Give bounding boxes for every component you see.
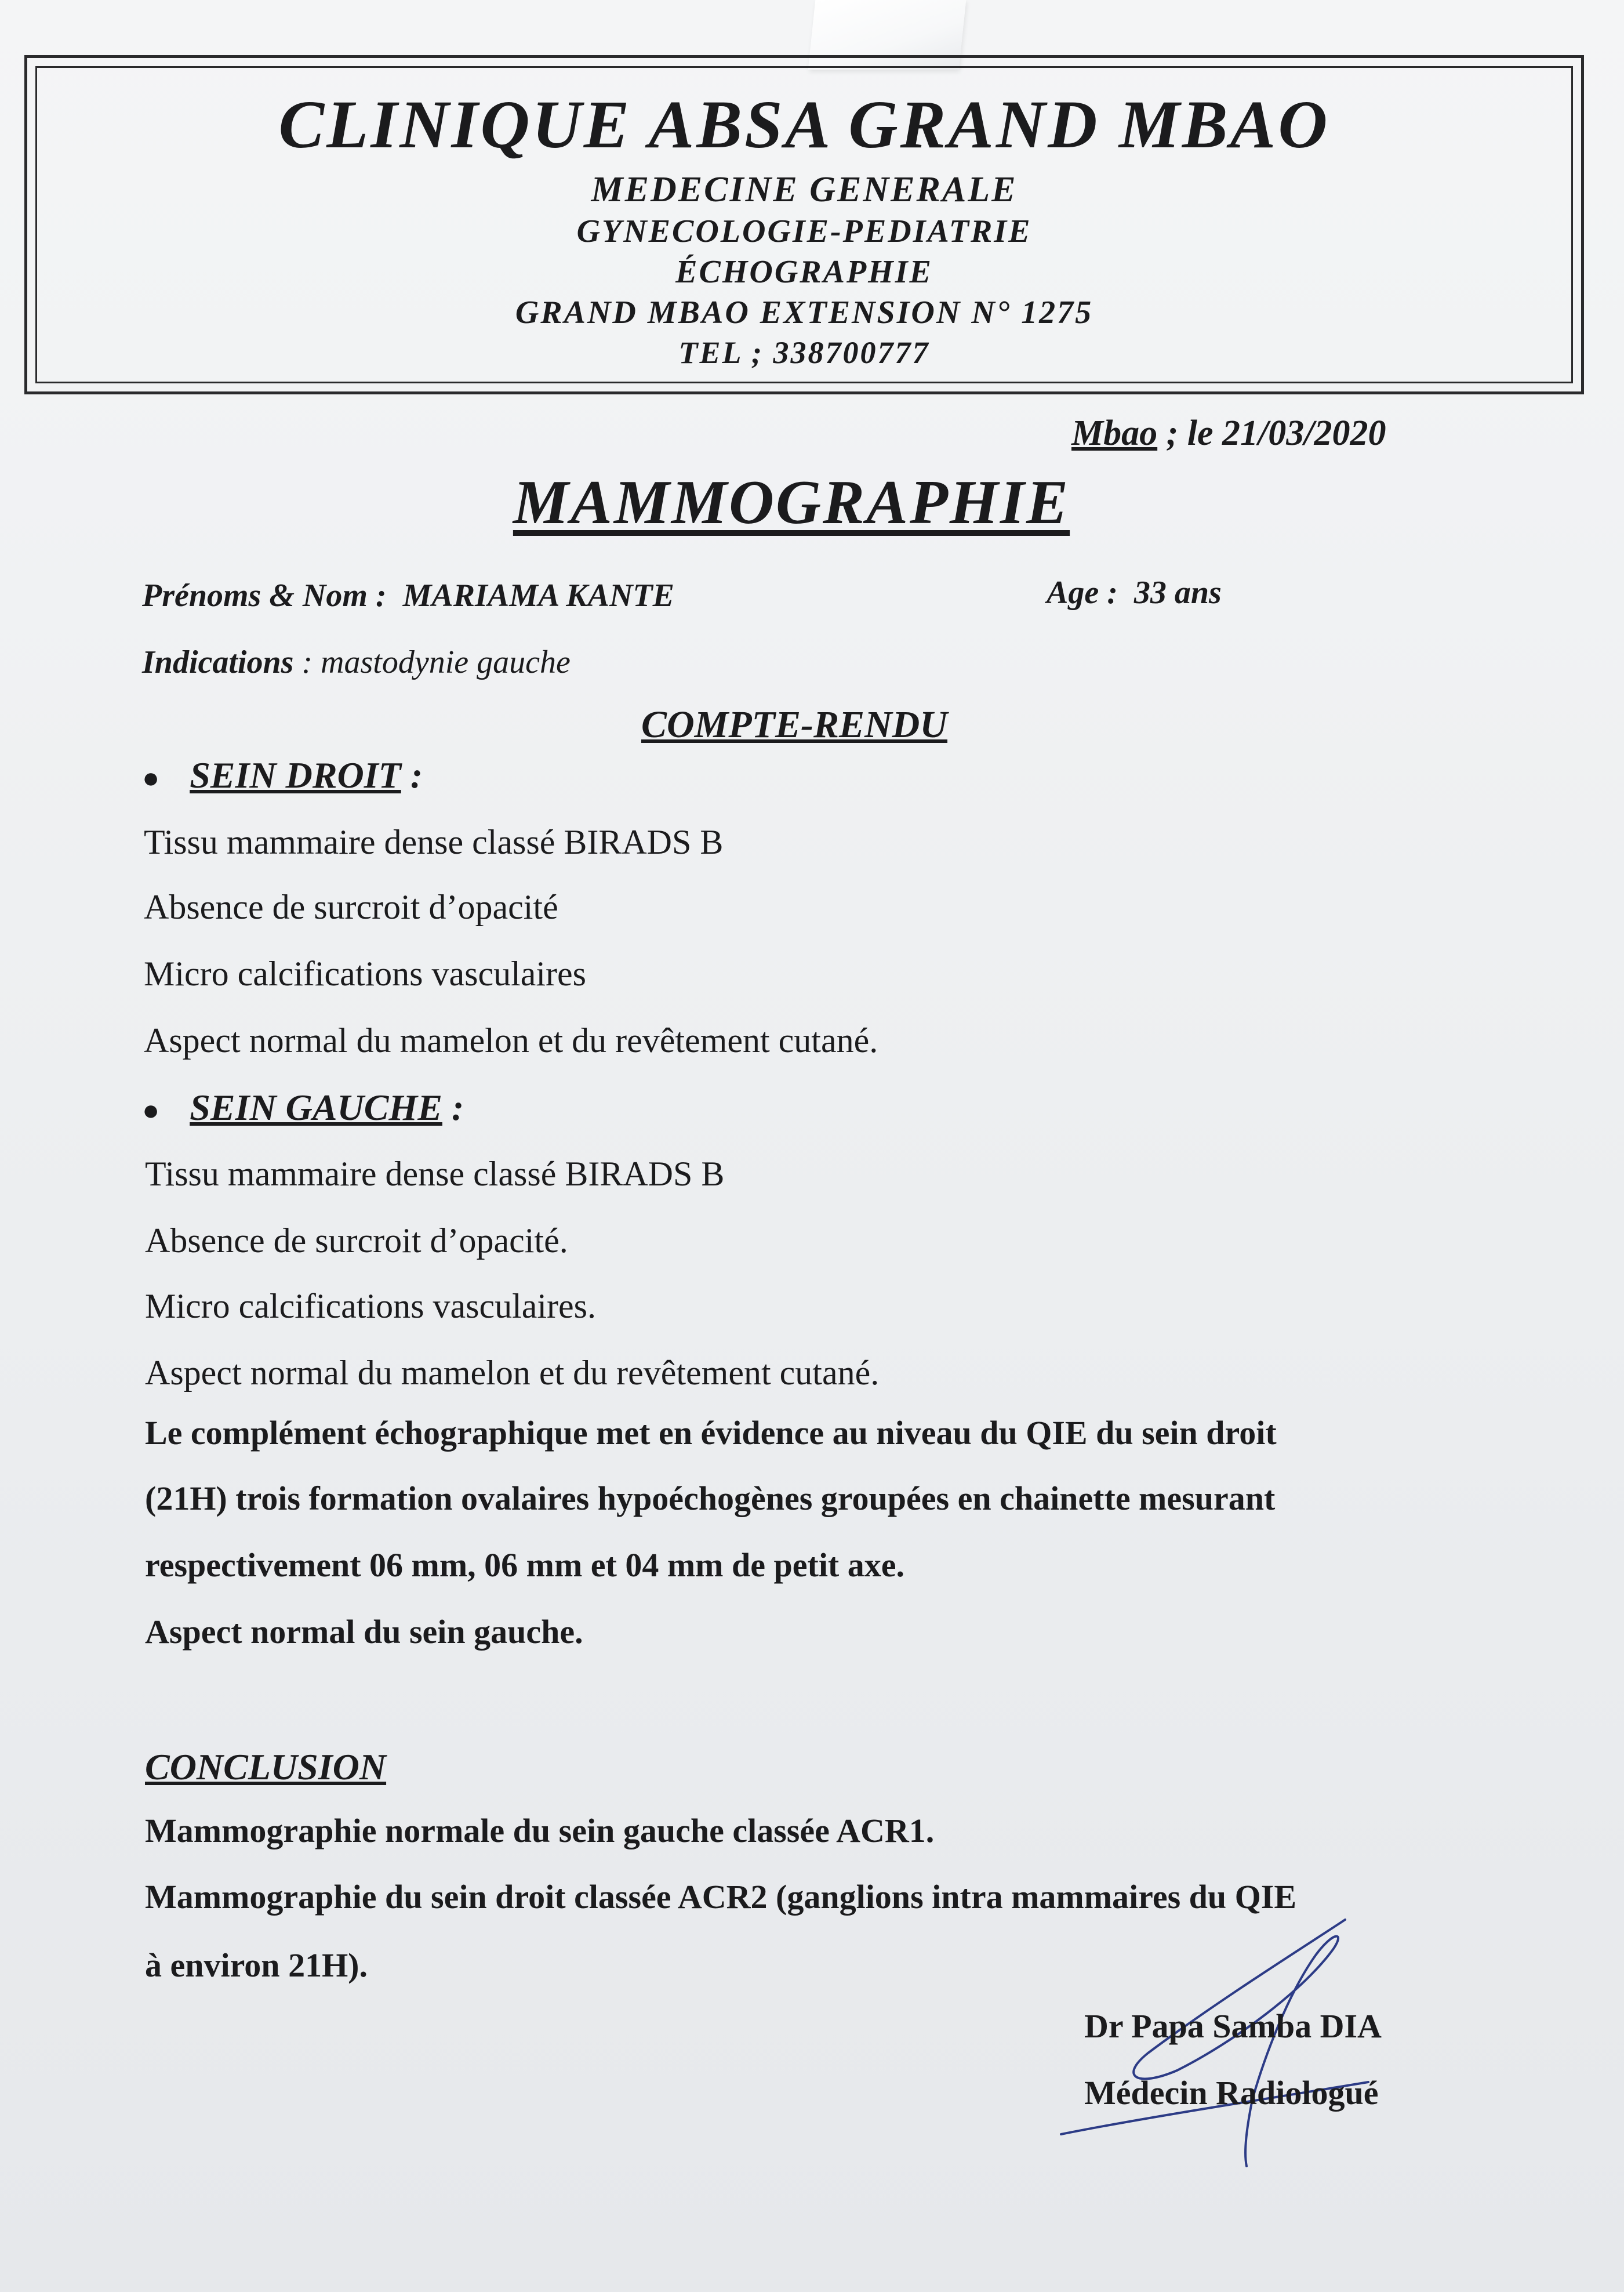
patient-age-value: 33 ans <box>1133 575 1222 611</box>
indications-row <box>142 644 571 681</box>
right-breast-line: Micro calcifications vasculaires <box>144 955 587 993</box>
indications-value: : mastodynie gauche <box>293 644 571 680</box>
bullet-icon: ● <box>142 1094 160 1126</box>
signatory-name: Dr Papa Samba DIA <box>1084 2007 1382 2045</box>
patient-name-value: MARIAMA KANTE <box>402 578 674 614</box>
bullet-icon: ● <box>142 761 160 794</box>
left-breast-line: Aspect normal du mamelon et du revêtement cutané. <box>145 1354 880 1392</box>
patient-name-row <box>142 577 674 614</box>
report-heading: COMPTE-RENDU <box>641 703 948 746</box>
letterhead-specialty-1: MEDECINE GENERALE <box>591 170 1018 209</box>
conclusion-line: à environ 21H). <box>145 1946 368 1984</box>
patient-age-row <box>1047 574 1222 611</box>
section-right-breast-heading: SEIN DROIT <box>190 755 401 796</box>
echo-finding-line: (21H) trois formation ovalaires hypoéchogènes groupées en chainette mesurant <box>145 1479 1276 1517</box>
patient-name-label: Prénoms & Nom : <box>142 578 387 614</box>
right-breast-line: Aspect normal du mamelon et du revêtement cutané. <box>144 1021 878 1060</box>
letterhead-phone: TEL ; 338700777 <box>678 335 930 370</box>
letterhead-box <box>24 55 1584 394</box>
clinic-name: CLINIQUE ABSA GRAND MBAO <box>278 86 1330 162</box>
echo-finding-line: respectivement 06 mm, 06 mm et 04 mm de petit axe. <box>145 1546 904 1584</box>
indications-label: Indications <box>142 644 294 680</box>
section-right-breast <box>142 754 423 797</box>
left-breast-line: Tissu mammaire dense classé BIRADS B <box>145 1155 725 1193</box>
right-breast-line: Absence de surcroit d’opacité <box>144 888 558 926</box>
document-title: MAMMOGRAPHIE <box>513 468 1070 537</box>
conclusion-line: Mammographie normale du sein gauche classée ACR1. <box>145 1812 935 1849</box>
signatory-title: Médecin Radiologué <box>1084 2074 1379 2112</box>
left-breast-line: Micro calcifications vasculaires. <box>145 1287 597 1325</box>
right-breast-line: Tissu mammaire dense classé BIRADS B <box>144 823 724 861</box>
letterhead-specialty-3: ÉCHOGRAPHIE <box>675 254 933 290</box>
letterhead-inner-border <box>35 66 1573 383</box>
echo-finding-line: Le complément échographique met en évidence au niveau du QIE du sein droit <box>145 1414 1277 1452</box>
conclusion-heading: CONCLUSION <box>145 1746 387 1787</box>
section-colon: : <box>401 755 423 796</box>
letterhead-address: GRAND MBAO EXTENSION N° 1275 <box>515 295 1093 331</box>
letterhead-specialty-2: GYNECOLOGIE-PEDIATRIE <box>576 213 1032 249</box>
date-value: ; le 21/03/2020 <box>1157 414 1386 453</box>
date-place: Mbao <box>1071 414 1158 453</box>
echo-finding-line: Aspect normal du sein gauche. <box>145 1613 583 1651</box>
section-left-breast <box>142 1086 464 1129</box>
left-breast-line: Absence de surcroit d’opacité. <box>145 1221 568 1260</box>
section-colon: : <box>442 1087 464 1128</box>
conclusion-line: Mammographie du sein droit classée ACR2 (ganglions intra mammaires du QIE <box>145 1878 1297 1916</box>
document-date <box>1071 413 1386 454</box>
patient-age-label: Age : <box>1047 575 1118 611</box>
section-left-breast-heading: SEIN GAUCHE <box>190 1087 442 1128</box>
